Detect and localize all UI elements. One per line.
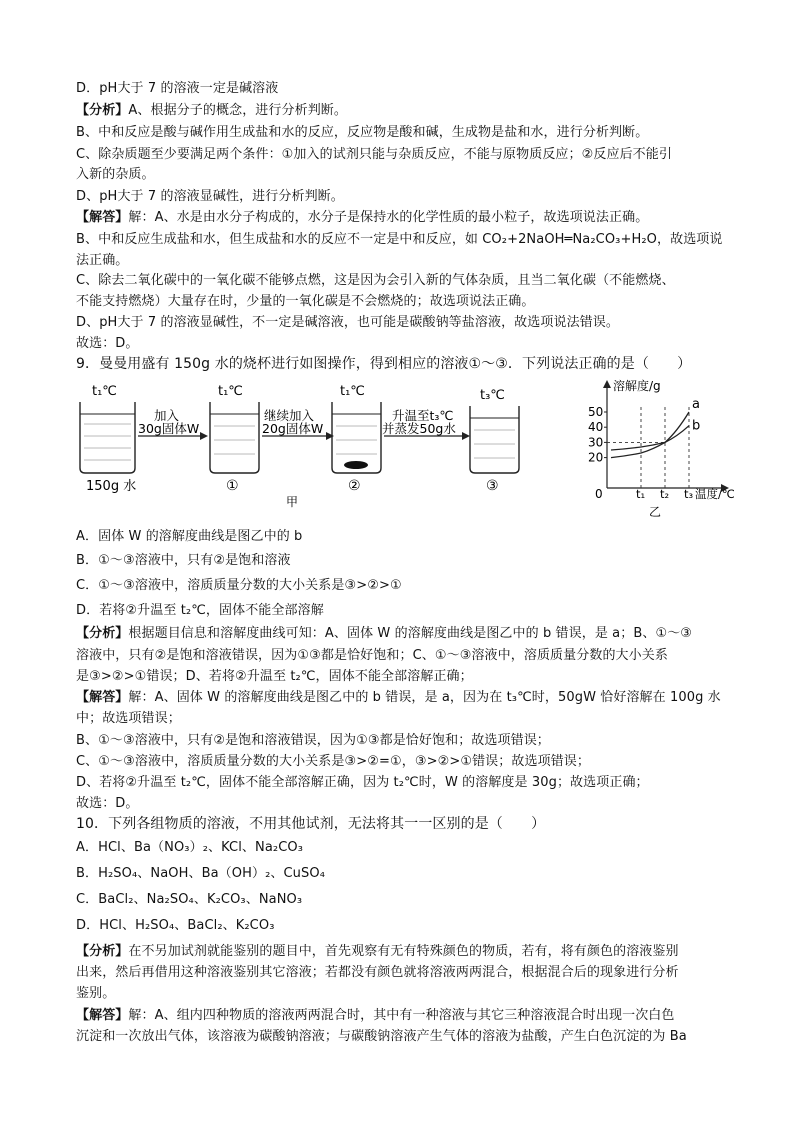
undissolved-solid (344, 461, 368, 469)
arrow-2-top: 继续加入 (264, 408, 315, 423)
answer-tag: 【解答】 (76, 210, 129, 225)
q8-answer-line: C、除去二氧化碳中的一氧化碳不能够点燃，这是因为会引入新的气体杂质，且当二氧化碳（不能燃烧、 (76, 273, 675, 288)
water-label: 150g 水 (86, 479, 137, 494)
figure-jia (76, 378, 576, 513)
analysis-tag: 【分析】 (76, 944, 129, 959)
q8-analysis-line: C、除杂质题至少要满足两个条件：①加入的试剂只能与杂质反应，不能与原物质反应；②反应后不能引 (76, 147, 672, 162)
q10-answer-line: 【解答】解：A、组内四种物质的溶液两两混合时，其中有一种溶液与其它三种溶液混合时出现一次白色 (76, 1008, 675, 1023)
q10-option-b: B．H₂SO₄、NaOH、Ba（OH）₂、CuSO₄ (76, 866, 326, 881)
q9-analysis-line: 溶液中，只有②是饱和溶液错误，因为①③都是恰好饱和；C、①～③溶液中，溶质质量分数的大小关系 (76, 648, 668, 663)
q8-answer-line: B、中和反应生成盐和水，但生成盐和水的反应不一定是中和反应，如 CO₂+2NaOH═Na₂CO₃+H₂O，故选项说 (76, 232, 723, 247)
figure-caption-jia: 甲 (286, 495, 299, 509)
q9-answer-line: D、若将②升温至 t₂℃，固体不能全部溶解正确，因为 t₂℃时，W 的溶解度是 30g；故选项正确； (76, 775, 649, 790)
y-tick-label: 50 (588, 405, 604, 419)
analysis-tag: 【分析】 (76, 103, 129, 118)
temp-label: t₁℃ (218, 384, 243, 399)
y-axis-arrow-icon (603, 380, 611, 388)
q9-answer-line: B、①～③溶液中，只有②是饱和溶液错误，因为①③都是恰好饱和；故选项错误； (76, 733, 550, 748)
q9-analysis-line: 【分析】根据题目信息和溶解度曲线可知：A、固体 W 的溶解度曲线是图乙中的 b 错误，是 a；B、①～③ (76, 626, 693, 641)
beaker-3-label: ③ (486, 478, 499, 494)
arrow-3-bottom: 并蒸发50g水 (382, 421, 456, 436)
x-tick-label: t₃ (684, 487, 694, 501)
q9-answer-line: C、①～③溶液中，溶质质量分数的大小关系是③>②=①，③>②>①错误；故选项错误； (76, 754, 590, 769)
q9-answer-line: 故选：D。 (76, 796, 139, 811)
q8-analysis-line: 入新的杂质。 (76, 167, 155, 182)
q8-answer-line: 不能支持燃烧）大量存在时，少量的一氧化碳是不会燃烧的；故选项说法正确。 (76, 294, 535, 309)
q9-stem: 9．曼曼用盛有 150g 水的烧杯进行如图操作，得到相应的溶液①～③．下列说法正确的是（ ） (76, 356, 692, 372)
beaker-3 (470, 406, 519, 473)
series-label-a: a (692, 397, 700, 412)
q8-analysis-line: 【分析】A、根据分子的概念，进行分析判断。 (76, 103, 347, 118)
arrowhead-icon (200, 432, 208, 440)
q9-option-d: D．若将②升温至 t₂℃，固体不能全部溶解 (76, 603, 324, 618)
answer-tag: 【解答】 (76, 1008, 129, 1023)
arrowhead-icon (326, 432, 334, 440)
q10-analysis-line: 鉴别。 (76, 986, 116, 1001)
q9-option-c: C．①～③溶液中，溶质质量分数的大小关系是③>②>① (76, 578, 402, 593)
x-tick-label: t₁ (636, 487, 646, 501)
origin-label: 0 (595, 487, 603, 501)
beaker-2-label: ② (348, 478, 361, 494)
q10-option-d: D．HCl、H₂SO₄、BaCl₂、K₂CO₃ (76, 918, 275, 933)
q9-option-a: A．固体 W 的溶解度曲线是图乙中的 b (76, 529, 303, 544)
answer-tag: 【解答】 (76, 690, 129, 705)
q9-analysis-line: 是③>②>①错误；D、若将②升温至 t₂℃，固体不能全部溶解正确； (76, 669, 473, 684)
q10-stem: 10．下列各组物质的溶液，不用其他试剂，无法将其一一区别的是（ ） (76, 816, 546, 832)
analysis-tag: 【分析】 (76, 626, 129, 641)
temp-label: t₁℃ (92, 384, 117, 399)
beaker-1-label: ① (226, 478, 239, 494)
beaker-water (80, 402, 135, 473)
y-tick-label: 30 (588, 435, 604, 450)
arrow-3-top: 升温至t₃℃ (392, 408, 454, 423)
q9-option-b: B．①～③溶液中，只有②是饱和溶液 (76, 553, 291, 568)
arrowhead-icon (462, 432, 470, 440)
q8-analysis-line: B、中和反应是酸与碱作用生成盐和水的反应，反应物是酸和碱，生成物是盐和水，进行分析判断。 (76, 125, 649, 140)
q10-analysis-line: 【分析】在不另加试剂就能鉴别的题目中，首先观察有无有特殊颜色的物质，若有，将有颜色的溶液鉴别 (76, 944, 679, 959)
series-label-b: b (692, 418, 701, 434)
q10-answer-line: 沉淀和一次放出气体，该溶液为碳酸钠溶液；与碳酸钠溶液产生气体的溶液为盐酸，产生白色沉淀的为 Ba (76, 1029, 687, 1044)
q10-option-a: A．HCl、Ba（NO₃）₂、KCl、Na₂CO₃ (76, 840, 304, 855)
y-tick-label: 40 (588, 420, 604, 435)
q8-answer-line: 【解答】解：A、水是由水分子构成的，水分子是保持水的化学性质的最小粒子，故选项说法正确。 (76, 210, 649, 225)
q8-option-d: D．pH大于 7 的溶液一定是碱溶液 (76, 81, 279, 96)
arrow-2-bottom: 20g固体W (262, 421, 324, 436)
figure-yi-chart (585, 376, 745, 521)
x-axis-label: 温度/℃ (695, 487, 735, 501)
temp-label: t₃℃ (480, 388, 505, 403)
q10-analysis-line: 出来，然后再借用这种溶液鉴别其它溶液；若都没有颜色就将溶液两两混合，根据混合后的现象进行分析 (76, 965, 679, 980)
arrow-1-top: 加入 (154, 408, 180, 423)
q10-option-c: C．BaCl₂、Na₂SO₄、K₂CO₃、NaNO₃ (76, 892, 303, 907)
q8-analysis-line: D、pH大于 7 的溶液显碱性，进行分析判断。 (76, 189, 344, 204)
x-tick-label: t₂ (660, 487, 670, 501)
q8-answer-line: 法正确。 (76, 253, 129, 268)
y-tick-label: 20 (588, 450, 604, 465)
y-axis-label: 溶解度/g (613, 379, 661, 393)
figure-caption-yi: 乙 (649, 505, 662, 519)
q9-answer-line: 【解答】解：A、固体 W 的溶解度曲线是图乙中的 b 错误，是 a，因为在 t₃℃时，50gW 恰好溶解在 100g 水 (76, 690, 721, 705)
q9-answer-line: 中；故选项错误； (76, 711, 181, 726)
temp-label: t₁℃ (340, 384, 365, 399)
q8-answer-line: 故选：D。 (76, 336, 139, 351)
arrow-1-bottom: 30g固体W (138, 421, 200, 436)
q8-answer-line: D、pH大于 7 的溶液显碱性，不一定是碱溶液，也可能是碳酸钠等盐溶液，故选项说法错误。 (76, 315, 619, 330)
beaker-1 (210, 402, 259, 473)
